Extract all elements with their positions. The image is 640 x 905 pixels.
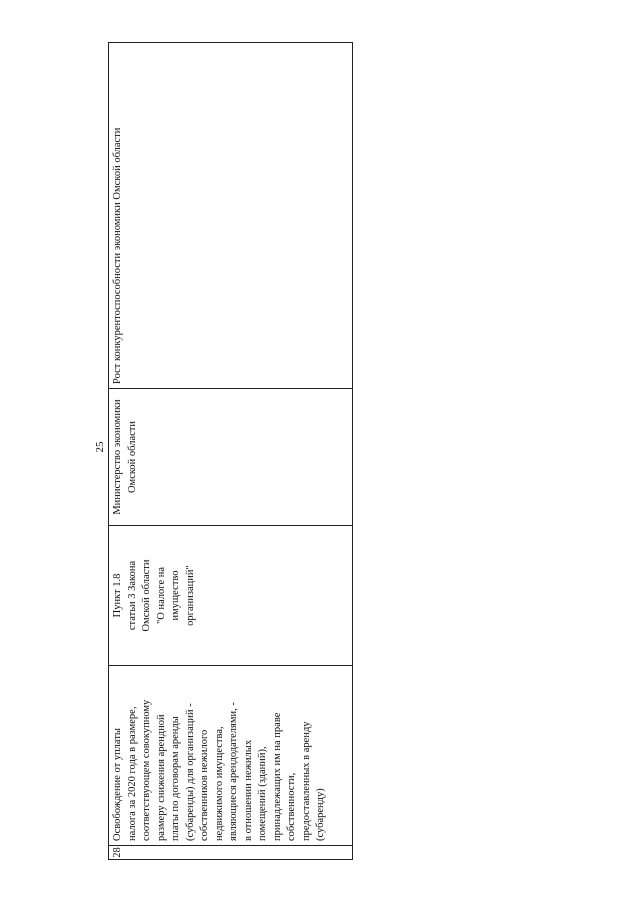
legal-basis-line: Пункт 1.8 <box>112 573 123 618</box>
description-line: Освобождение от уплаты <box>112 728 123 841</box>
legal-basis-line: статьи 3 Закона <box>126 560 138 631</box>
responsible-body-cell <box>109 389 353 526</box>
legal-basis-line: "О налоге на <box>155 566 167 625</box>
responsible-body-line: Министерство экономики <box>112 399 123 515</box>
row-number: 28 <box>112 847 123 858</box>
description-line: в отношении нежилых <box>242 739 254 841</box>
legal-basis-line: имущество <box>170 570 181 621</box>
benefits-table <box>108 42 353 860</box>
description-line: размеру снижения арендной <box>155 714 167 841</box>
goal-cell <box>109 43 353 389</box>
legal-basis-line: Омской области <box>141 559 152 632</box>
description-line: соответствующем совокупному <box>141 699 152 841</box>
legal-basis-cell <box>109 526 353 666</box>
description-line: собственности, <box>286 772 297 841</box>
description-cell <box>109 666 353 846</box>
description-line: (субаренду) <box>315 788 326 841</box>
description-line: налога за 2020 года в размере, <box>126 706 138 841</box>
goal-text: Рост конкурентоспособности экономики Омской области <box>112 127 123 384</box>
description-line: (субаренды) для организаций - <box>184 703 196 841</box>
description-line: являющиеся арендодателями, - <box>228 702 239 841</box>
description-line: принадлежащих им на праве <box>271 712 283 841</box>
responsible-body-line: Омской области <box>126 420 138 494</box>
description-line: собственников нежилого <box>199 729 210 841</box>
description-line: платы по договорам аренды <box>170 716 181 841</box>
description-line: предоставленных в аренду <box>300 721 312 841</box>
table-row <box>109 43 353 860</box>
description-line: помещений (зданий), <box>257 746 268 841</box>
row-number-cell <box>109 846 353 860</box>
page-number: 25 <box>94 441 106 453</box>
description-line: недвижимого имущества, <box>213 726 225 841</box>
legal-basis-line: организаций" <box>184 565 196 626</box>
